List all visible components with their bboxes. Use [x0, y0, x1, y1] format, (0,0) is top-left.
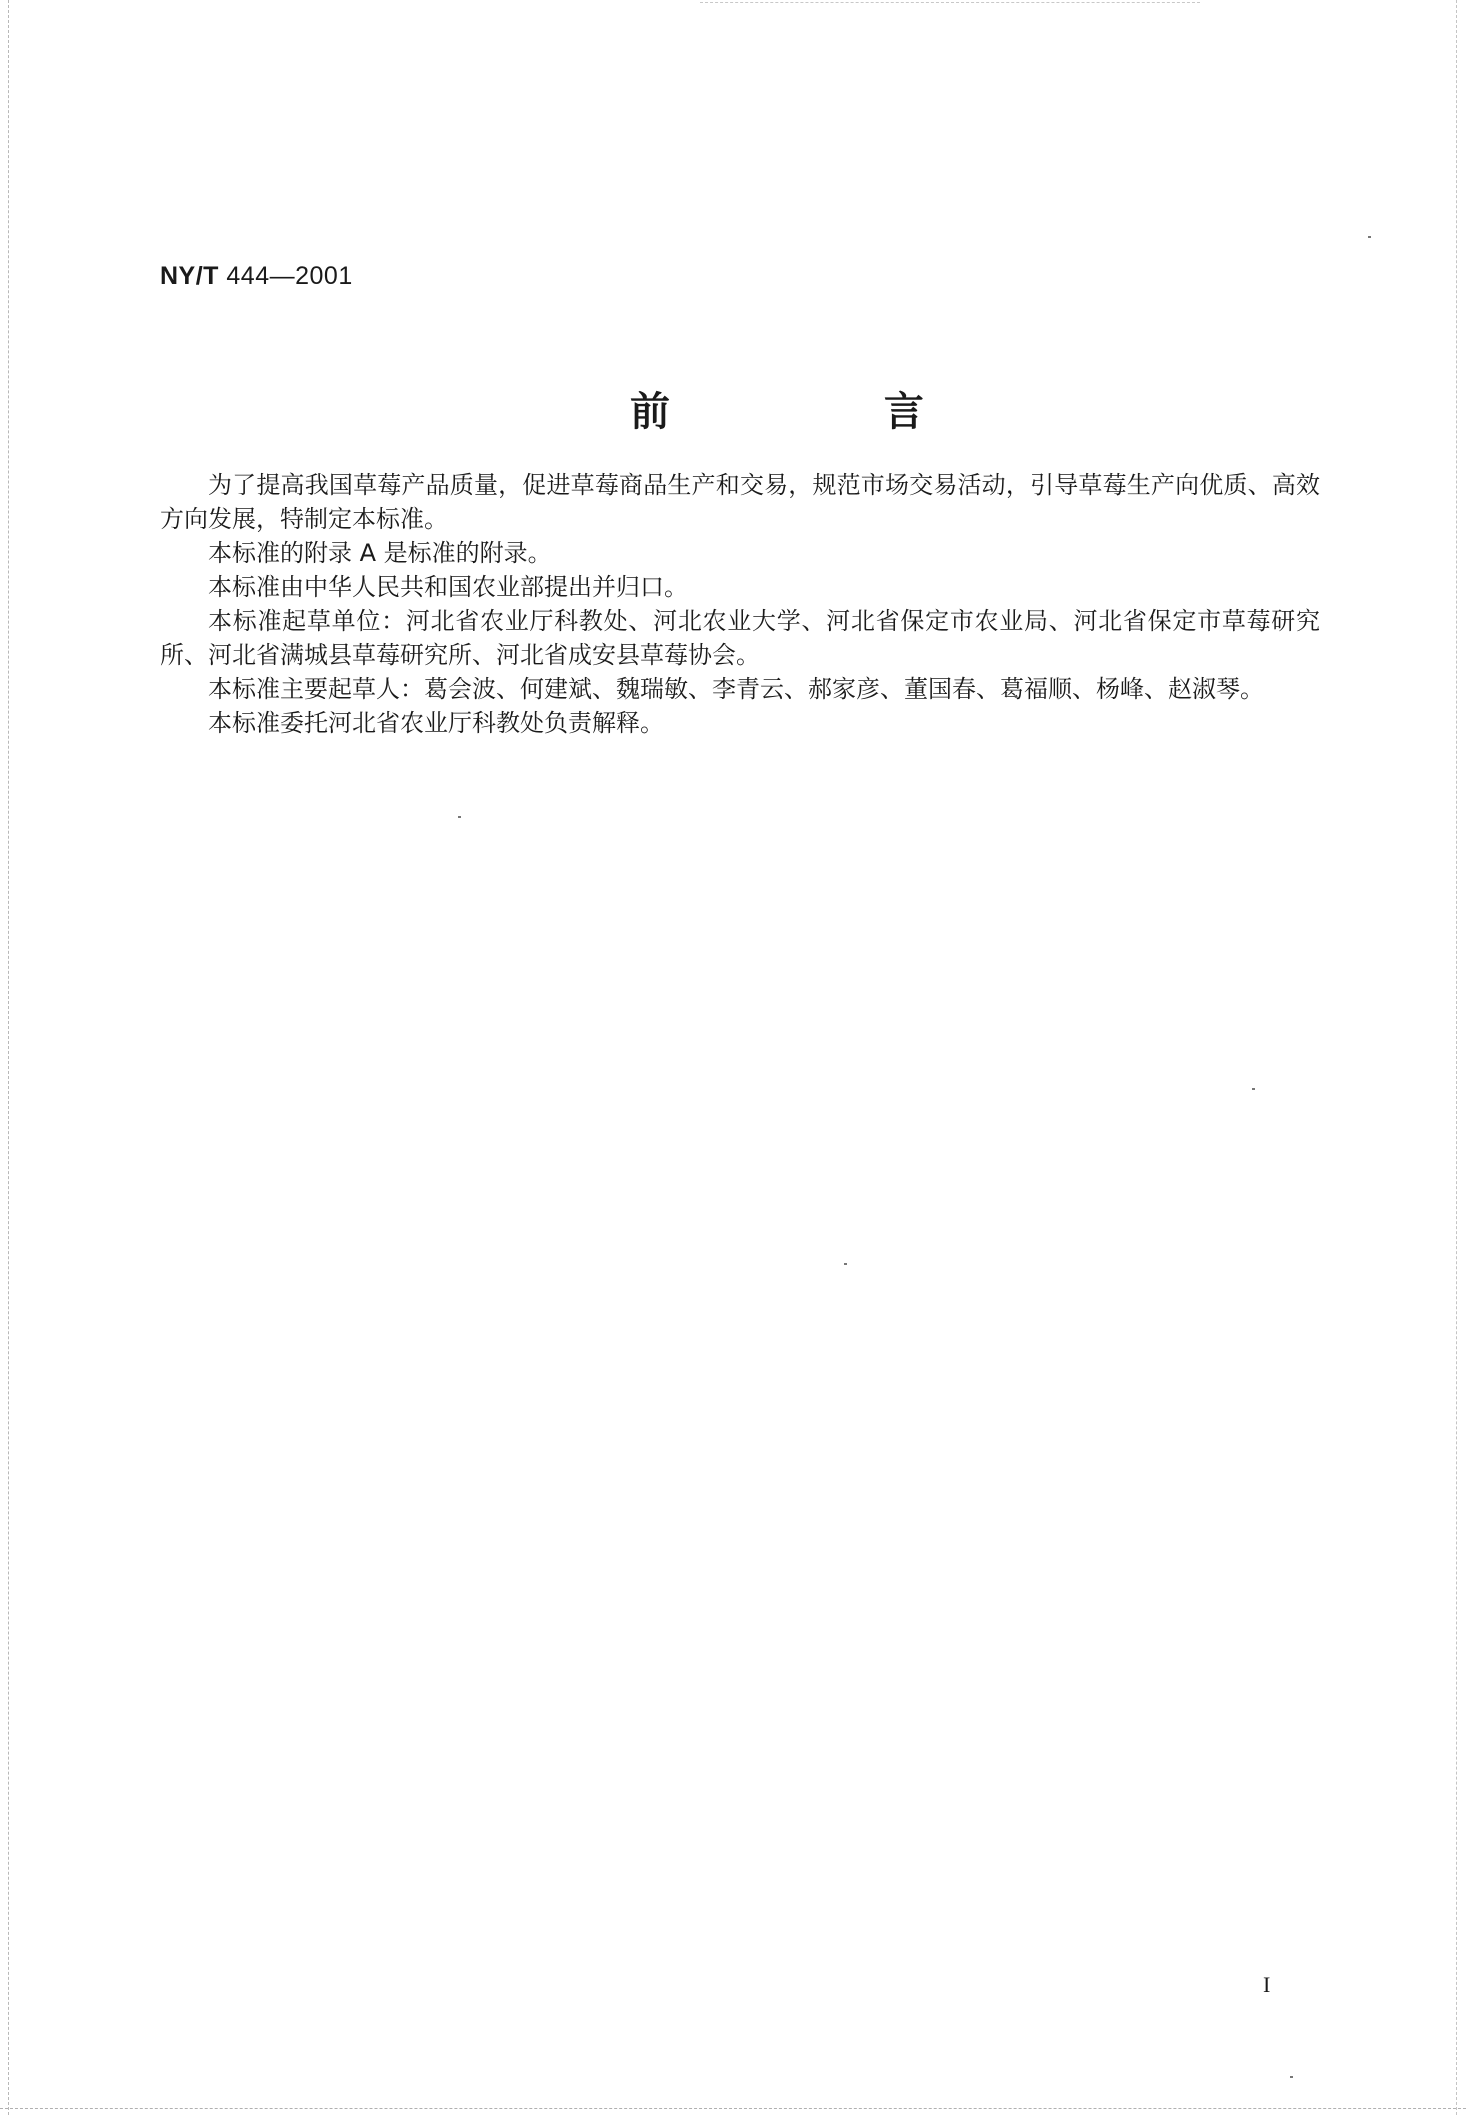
paragraph-drafters: 本标准主要起草人：葛会波、何建斌、魏瑞敏、李青云、郝家彦、董国春、葛福顺、杨峰、赵淑琴。: [208, 675, 1264, 703]
paragraph-purpose: 为了提高我国草莓产品质量，促进草莓商品生产和交易，规范市场交易活动，引导草莓生产向优质、高效方向发展，特制定本标准。: [160, 471, 1320, 533]
page-edge-left: [8, 0, 9, 2115]
paragraph-interpretation: 本标准委托河北省农业厅科教处负责解释。: [208, 709, 664, 737]
page-edge-right: [1456, 0, 1457, 2115]
paragraph-proposer: 本标准由中华人民共和国农业部提出并归口。: [208, 573, 688, 601]
page-title: 前 言: [630, 389, 1024, 435]
scan-speck: [458, 816, 461, 818]
scan-speck: [1368, 236, 1371, 238]
page-edge-bottom: [0, 2108, 1466, 2109]
page-edge-top: [700, 2, 1200, 3]
paragraph-appendix: 本标准的附录 A 是标准的附录。: [208, 539, 552, 567]
standard-code: [160, 262, 353, 291]
standard-code-prefix: NY/T: [160, 262, 219, 290]
scan-speck: [844, 1263, 847, 1265]
foreword-body: [160, 468, 1320, 740]
paragraph-drafting-units: 本标准起草单位：河北省农业厅科教处、河北农业大学、河北省保定市农业局、河北省保定市草莓研究所、河北省满城县草莓研究所、河北省成安县草莓协会。: [160, 607, 1320, 669]
scan-speck: [1290, 2076, 1293, 2078]
page-number: I: [1263, 1972, 1271, 1997]
standard-code-number: 444—2001: [226, 262, 353, 290]
scan-speck: [1252, 1088, 1255, 1090]
